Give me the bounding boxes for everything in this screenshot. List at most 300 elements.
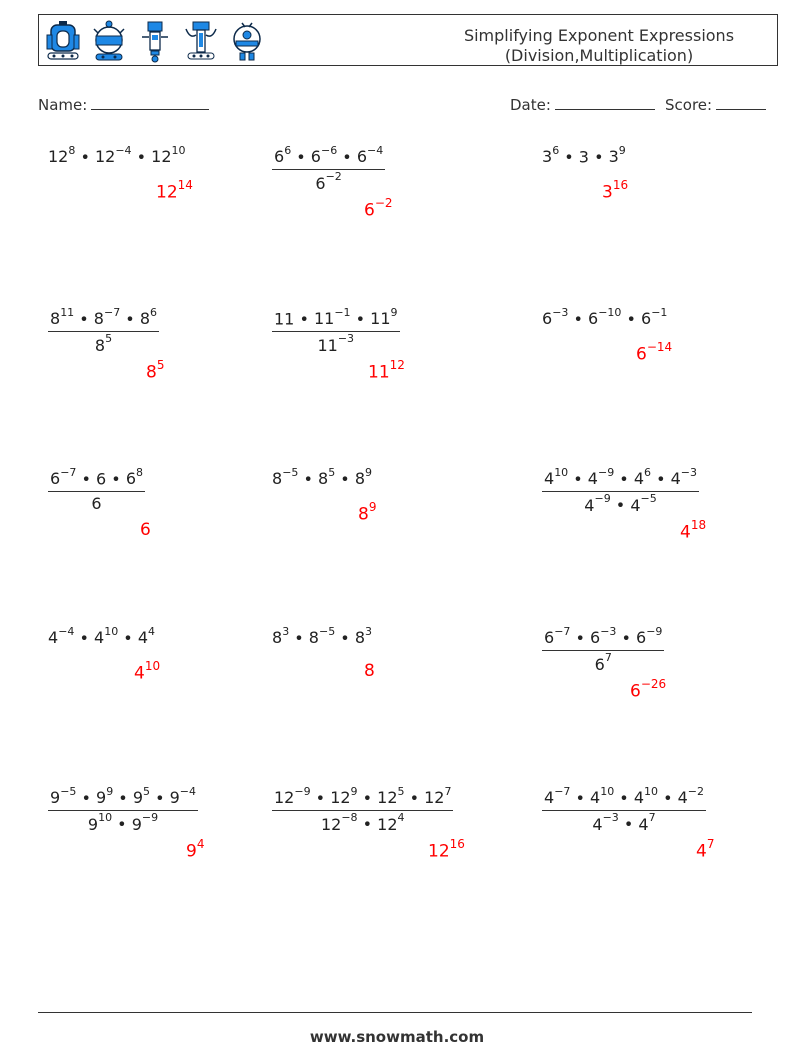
term-exponent: −7: [103, 306, 121, 319]
term-exponent: 10: [104, 625, 119, 638]
term-exponent: −4: [58, 625, 75, 638]
term-base: 6: [588, 309, 599, 329]
multiply-dot: •: [588, 147, 609, 167]
multiply-dot: •: [294, 309, 314, 329]
term-exponent: −6: [320, 144, 338, 157]
term-exponent: 9: [106, 785, 114, 798]
power-term: [169, 785, 197, 808]
term-exponent: 4: [397, 811, 405, 825]
multiply-dot: •: [614, 788, 634, 808]
multiply-dot: •: [357, 814, 378, 834]
term-exponent: 7: [648, 811, 656, 825]
multiply-dot: •: [616, 628, 637, 648]
answer-4: [146, 360, 164, 383]
term-exponent: 9: [390, 306, 398, 319]
robot-2-icon: [90, 19, 128, 63]
power-term: [542, 144, 560, 167]
answer-base: 6: [630, 681, 641, 702]
multiply-dot: •: [350, 309, 371, 329]
power-term: [584, 492, 611, 515]
power-term: [315, 170, 342, 193]
power-term: [544, 466, 569, 489]
denominator: [48, 491, 145, 513]
power-term: [48, 625, 75, 648]
power-term: [318, 466, 336, 489]
term-base: 11: [274, 309, 295, 329]
problem-12: [542, 627, 664, 674]
term-base: 8: [272, 469, 283, 489]
term-base: 12: [320, 814, 342, 834]
term-base: 8: [272, 628, 283, 648]
term-base: 12: [377, 788, 398, 808]
term-base: 11: [370, 309, 391, 329]
term-exponent: −5: [318, 625, 336, 638]
answer-base: 4: [134, 663, 145, 684]
term-exponent: 9: [618, 144, 626, 157]
answer-exponent: 9: [368, 500, 377, 514]
power-term: [377, 811, 405, 834]
multiply-dot: •: [74, 628, 95, 648]
power-term: [544, 625, 571, 648]
answer-11: [364, 661, 375, 681]
problem-7: [48, 468, 145, 513]
term-base: 4: [48, 628, 59, 648]
answer-base: 8: [358, 504, 369, 525]
term-base: 6: [315, 173, 326, 193]
answer-exponent: −26: [640, 677, 667, 691]
term-base: 3: [542, 147, 553, 167]
answer-base: 4: [696, 841, 707, 862]
term-exponent: 6: [644, 466, 651, 479]
score-blank[interactable]: [716, 93, 766, 110]
power-term: [424, 785, 452, 808]
robot-icon-row: [44, 19, 266, 63]
term-exponent: 10: [600, 785, 615, 798]
multiply-dot: •: [621, 309, 642, 329]
answer-exponent: 14: [177, 178, 193, 192]
power-term: [630, 492, 657, 515]
term-base: 4: [137, 628, 148, 648]
multiply-dot: •: [651, 469, 671, 489]
answer-2: [364, 198, 393, 221]
name-field: [38, 93, 209, 114]
power-term: [594, 651, 612, 674]
term-base: 6: [542, 309, 553, 329]
power-term: [544, 785, 571, 808]
power-term: [587, 466, 615, 489]
expression: [542, 308, 667, 328]
power-term: [151, 144, 186, 167]
fraction: [542, 627, 664, 674]
multiply-dot: •: [106, 469, 126, 489]
term-base: 12: [274, 788, 295, 808]
term-base: 6: [641, 309, 652, 329]
fraction: [542, 468, 699, 515]
term-base: 4: [633, 469, 644, 489]
term-exponent: 10: [171, 144, 186, 157]
power-term: [274, 144, 292, 167]
power-term: [87, 811, 113, 834]
numerator: [272, 787, 453, 810]
multiply-dot: •: [570, 788, 591, 808]
power-term: [636, 625, 663, 648]
answer-15: [696, 839, 714, 862]
denominator: [542, 650, 664, 673]
term-exponent: 3: [282, 625, 290, 638]
term-exponent: 8: [68, 144, 76, 157]
term-base: 8: [93, 309, 104, 329]
term-base: 4: [633, 788, 644, 808]
term-exponent: 9: [350, 785, 358, 798]
term-base: 8: [139, 309, 150, 329]
term-base: 9: [169, 788, 180, 808]
multiply-dot: •: [568, 309, 589, 329]
term-base: 6: [594, 654, 605, 674]
term-exponent: 11: [60, 306, 75, 319]
power-term: [50, 306, 75, 329]
term-base: 6: [125, 469, 136, 489]
term-base: 6: [356, 147, 367, 167]
answer-base: 12: [428, 841, 450, 862]
term-base: 12: [151, 147, 172, 167]
power-term: [670, 466, 698, 489]
problem-4: [48, 308, 159, 355]
answer-12: [630, 679, 666, 702]
term-exponent: −9: [294, 785, 311, 798]
term-exponent: 4: [148, 625, 155, 638]
term-exponent: −7: [60, 466, 77, 479]
term-exponent: −1: [334, 306, 351, 319]
term-base: 11: [313, 309, 335, 329]
term-base: 12: [377, 814, 398, 834]
term-base: 4: [544, 788, 555, 808]
multiply-dot: •: [118, 628, 138, 648]
denominator: [272, 810, 453, 833]
term-exponent: 6: [150, 306, 157, 319]
power-term: [377, 785, 405, 808]
power-term: [139, 306, 157, 329]
fraction: [48, 787, 198, 834]
power-term: [94, 625, 119, 648]
power-term: [592, 811, 619, 834]
date-blank[interactable]: [555, 93, 655, 110]
fraction: [272, 787, 453, 834]
power-term: [94, 144, 132, 167]
multiply-dot: •: [310, 788, 331, 808]
term-base: 9: [96, 788, 107, 808]
term-exponent: −9: [594, 492, 611, 506]
power-term: [633, 466, 651, 489]
footer-divider: [38, 1012, 752, 1013]
term-base: 4: [670, 469, 681, 489]
power-term: [590, 785, 615, 808]
date-label: Date:: [510, 96, 551, 114]
power-term: [354, 466, 372, 489]
numerator: [48, 308, 159, 331]
problem-9: [542, 468, 699, 515]
denominator: [272, 169, 385, 192]
answer-6: [636, 342, 672, 365]
answer-14: [428, 839, 465, 862]
power-term: [320, 811, 358, 834]
numerator: [542, 787, 706, 810]
power-term: [272, 466, 299, 489]
term-base: 11: [317, 335, 338, 355]
fraction: [272, 308, 400, 355]
term-exponent: 6: [552, 144, 560, 157]
term-base: 12: [48, 147, 69, 167]
term-exponent: 3: [365, 625, 372, 638]
power-term: [91, 494, 101, 513]
answer-exponent: −2: [374, 196, 393, 210]
power-term: [641, 306, 668, 329]
answer-base: 11: [368, 362, 390, 383]
multiply-dot: •: [610, 495, 631, 515]
term-exponent: −5: [640, 492, 657, 506]
term-exponent: −4: [367, 144, 384, 157]
expression: [272, 468, 372, 488]
problem-3: [542, 146, 626, 166]
expression: [272, 627, 372, 647]
power-term: [94, 332, 113, 355]
term-base: 8: [318, 469, 329, 489]
multiply-dot: •: [298, 469, 319, 489]
worksheet-header: [38, 14, 778, 66]
answer-13: [186, 839, 204, 862]
term-exponent: −3: [552, 306, 569, 319]
expression: [48, 146, 186, 166]
denominator: [48, 331, 159, 354]
answer-exponent: 7: [706, 837, 715, 851]
robot-3-icon: [136, 19, 174, 63]
name-blank[interactable]: [91, 93, 209, 110]
multiply-dot: •: [291, 147, 311, 167]
term-base: 6: [274, 147, 285, 167]
robot-4-icon: [182, 19, 220, 63]
power-term: [131, 811, 159, 834]
answer-3: [602, 180, 628, 203]
answer-10: [134, 661, 160, 684]
answer-exponent: 10: [144, 659, 161, 673]
multiply-dot: •: [335, 469, 355, 489]
name-label: Name:: [38, 96, 88, 114]
term-base: 6: [50, 469, 61, 489]
answer-exponent: 16: [612, 178, 629, 192]
power-term: [579, 147, 589, 166]
term-exponent: −2: [687, 785, 705, 798]
answer-base: 6: [140, 520, 151, 540]
power-term: [50, 466, 77, 489]
multiply-dot: •: [618, 814, 639, 834]
answer-base: 12: [156, 182, 178, 203]
term-exponent: 5: [105, 332, 113, 346]
answer-base: 9: [186, 841, 197, 862]
term-base: 8: [94, 335, 106, 355]
power-term: [310, 144, 338, 167]
power-term: [588, 306, 622, 329]
multiply-dot: •: [335, 628, 355, 648]
multiply-dot: •: [568, 469, 588, 489]
term-base: 3: [608, 147, 619, 167]
answer-exponent: 5: [156, 358, 165, 372]
answer-exponent: 16: [449, 837, 465, 851]
multiply-dot: •: [559, 147, 579, 167]
multiply-dot: •: [570, 628, 591, 648]
power-term: [590, 625, 617, 648]
term-base: 9: [50, 788, 61, 808]
term-exponent: 10: [98, 811, 113, 825]
answer-exponent: 4: [196, 837, 205, 851]
term-base: 6: [310, 147, 321, 167]
term-exponent: −9: [597, 466, 615, 479]
fraction: [48, 308, 159, 355]
multiply-dot: •: [113, 788, 133, 808]
multiply-dot: •: [289, 628, 309, 648]
fraction: [542, 787, 706, 834]
term-base: 6: [96, 469, 107, 489]
power-term: [125, 466, 143, 489]
term-exponent: −5: [282, 466, 299, 479]
numerator: [48, 468, 145, 491]
term-exponent: −4: [179, 785, 197, 798]
multiply-dot: •: [76, 788, 97, 808]
term-exponent: −2: [325, 170, 342, 184]
term-base: 6: [636, 628, 647, 648]
term-base: 6: [544, 628, 555, 648]
power-term: [330, 785, 358, 808]
term-base: 4: [587, 469, 598, 489]
term-base: 4: [677, 788, 688, 808]
term-base: 8: [354, 628, 365, 648]
term-base: 9: [132, 788, 143, 808]
power-term: [272, 625, 290, 648]
denominator: [48, 810, 198, 833]
robot-5-icon: [228, 19, 266, 63]
power-term: [313, 306, 351, 329]
power-term: [370, 306, 398, 329]
term-base: 3: [578, 147, 589, 167]
power-term: [608, 144, 626, 167]
problem-8: [272, 468, 372, 488]
term-base: 4: [584, 495, 595, 515]
term-base: 12: [424, 788, 445, 808]
term-exponent: −9: [141, 811, 159, 825]
term-exponent: 10: [554, 466, 569, 479]
term-exponent: −10: [598, 306, 622, 319]
answer-base: 6: [364, 200, 375, 221]
power-term: [132, 785, 150, 808]
term-base: 8: [308, 628, 319, 648]
term-base: 8: [354, 469, 365, 489]
power-term: [638, 811, 656, 834]
score-label: Score:: [665, 96, 713, 114]
term-exponent: −3: [680, 466, 698, 479]
term-exponent: −8: [341, 811, 358, 825]
problem-6: [542, 308, 667, 328]
term-exponent: −3: [337, 332, 355, 346]
term-base: 6: [91, 494, 102, 514]
answer-base: 4: [680, 522, 691, 543]
answer-base: 8: [146, 362, 157, 383]
term-base: 4: [94, 628, 105, 648]
numerator: [272, 146, 385, 169]
answer-base: 3: [602, 182, 613, 203]
term-exponent: 7: [604, 651, 612, 665]
answer-exponent: −14: [646, 340, 673, 354]
term-exponent: −7: [554, 785, 571, 798]
term-base: 9: [131, 814, 142, 834]
multiply-dot: •: [112, 814, 132, 834]
problem-14: [272, 787, 453, 834]
term-exponent: 7: [444, 785, 452, 798]
term-base: 4: [638, 814, 649, 834]
term-base: 9: [87, 814, 99, 834]
term-base: 4: [544, 469, 555, 489]
fraction: [48, 468, 145, 513]
term-base: 8: [50, 309, 61, 329]
multiply-dot: •: [337, 147, 357, 167]
term-exponent: 9: [365, 466, 372, 479]
term-base: 4: [592, 814, 603, 834]
term-base: 12: [94, 147, 116, 167]
denominator: [272, 331, 400, 354]
power-term: [137, 625, 155, 648]
answer-base: 8: [364, 661, 375, 681]
numerator: [272, 308, 400, 331]
term-exponent: 10: [644, 785, 658, 798]
multiply-dot: •: [120, 309, 140, 329]
power-term: [356, 144, 384, 167]
denominator: [542, 810, 706, 833]
answer-7: [140, 520, 151, 540]
power-term: [308, 625, 336, 648]
power-term: [96, 785, 114, 808]
numerator: [542, 468, 699, 491]
power-term: [48, 144, 76, 167]
title-line-2: (Division,Multiplication): [504, 46, 694, 65]
power-term: [542, 306, 569, 329]
term-exponent: 5: [143, 785, 150, 798]
multiply-dot: •: [404, 788, 425, 808]
term-exponent: 6: [284, 144, 292, 157]
footer-site: www.snowmath.com: [309, 1028, 485, 1046]
problem-10: [48, 627, 155, 647]
power-term: [354, 625, 372, 648]
fraction: [272, 146, 385, 193]
answer-exponent: 12: [389, 358, 405, 372]
multiply-dot: •: [614, 469, 634, 489]
numerator: [542, 627, 664, 650]
term-exponent: −7: [554, 625, 571, 638]
power-term: [274, 785, 311, 808]
answer-9: [680, 520, 706, 543]
power-term: [274, 309, 294, 328]
multiply-dot: •: [75, 147, 95, 167]
power-term: [677, 785, 705, 808]
multiply-dot: •: [74, 309, 94, 329]
multiply-dot: •: [357, 788, 378, 808]
problem-5: [272, 308, 400, 355]
multiply-dot: •: [658, 788, 678, 808]
robot-1-icon: [44, 19, 82, 63]
term-exponent: −3: [600, 625, 617, 638]
term-exponent: −4: [115, 144, 132, 157]
term-exponent: −5: [60, 785, 77, 798]
term-exponent: −1: [651, 306, 668, 319]
denominator: [542, 491, 699, 514]
multiply-dot: •: [131, 147, 152, 167]
term-exponent: 5: [328, 466, 336, 479]
